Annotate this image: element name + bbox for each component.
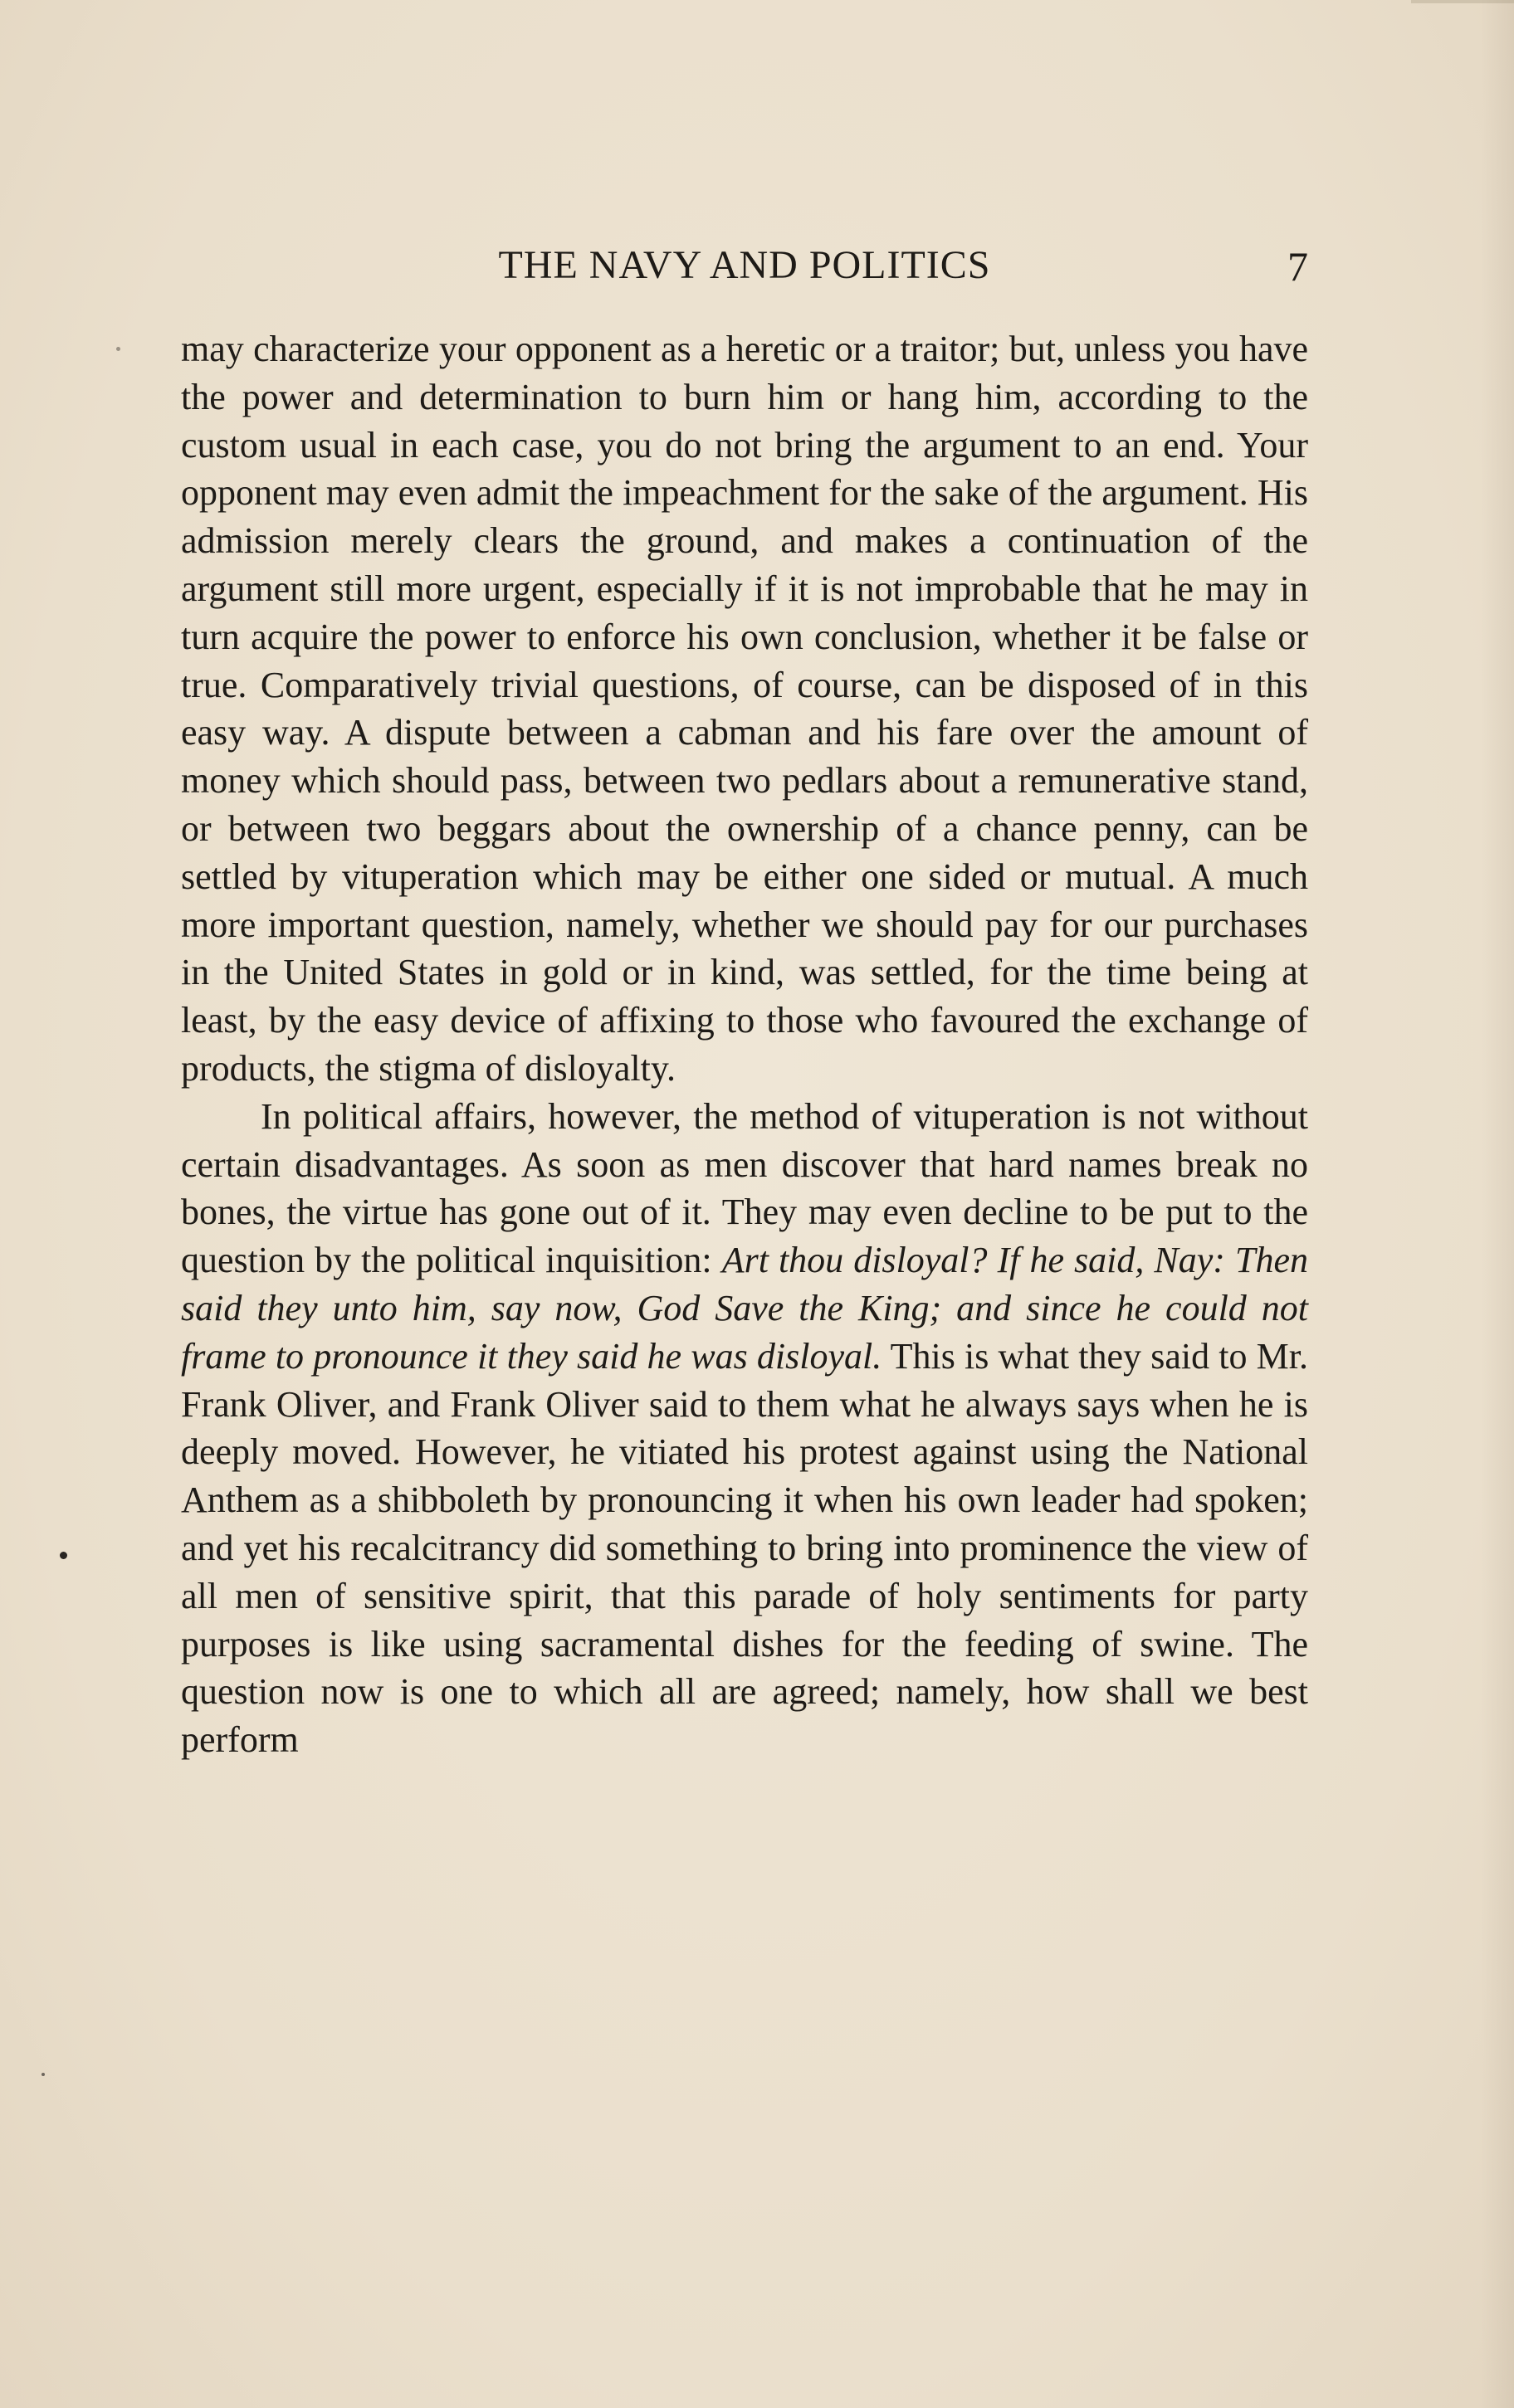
running-title: THE NAVY AND POLITICS xyxy=(498,243,991,287)
paragraph-1 xyxy=(181,325,1308,1093)
paragraph-2-text-a: In political affairs, however, the method of vituperation is not without certain disadvantages. As soon as men discover that hard names break no bones, the virtue has gone out of it. They may even decline to be put to the question by the political inquisition: xyxy=(181,1095,1308,1281)
ink-speck xyxy=(60,1552,67,1559)
paragraph-2 xyxy=(181,1093,1308,1764)
paragraph-2-quotation: Art thou disloyal? If he said, Nay: Then said they unto him, say now, God Save the King; and since he could not frame to pronounce it they said he was disloyal. xyxy=(181,1240,1308,1377)
page-number: 7 xyxy=(1287,243,1308,290)
paragraph-1-text: may characterize your opponent as a heretic or a traitor; but, unless you have the power and determination to burn him or hang him, according to the custom usual in each case, you do not bring the argument to an end. Your opponent may even admit the impeachment for the sake of the argument. His admission merely clears the ground, and makes a continuation of the argument still more urgent, especially if it is not improbable that he may in turn acquire the power to enforce his own conclusion, whether it be false or true. Comparatively trivial questions, of course, can be disposed of in this easy way. A dispute between a cabman and his fare over the amount of money which should pass, between two pedlars about a remunerative stand, or between two beggars about the ownership of a chance penny, can be settled by vituperation which may be either one sided or mutual. A much more important question, namely, whether we should pay for our purchases in the United States in gold or in kind, was settled, for the time being at least, by the easy device of affixing to those who favoured the exchange of products, the stigma of disloyalty. xyxy=(181,329,1308,1089)
body-text xyxy=(181,325,1308,1764)
ink-speck xyxy=(42,2073,45,2076)
page-edge-shadow xyxy=(1481,0,1514,2408)
paragraph-2-text-b: This is what they said to Mr. Frank Oliver, and Frank Oliver said to them what he always says when he is deeply moved. However, he vitiated his protest against using the National Anthem as a shibboleth by pronouncing it when his own leader had spoken; and yet his recalcitrancy did something to bring into prominence the view of all men of sensitive spirit, that this parade of holy sentiments for party purposes is like using sacramental dishes for the feeding of swine. The question now is one to which all are agreed; namely, how shall we best perform xyxy=(181,1335,1308,1761)
running-header xyxy=(181,242,1308,300)
ink-speck xyxy=(116,347,120,351)
